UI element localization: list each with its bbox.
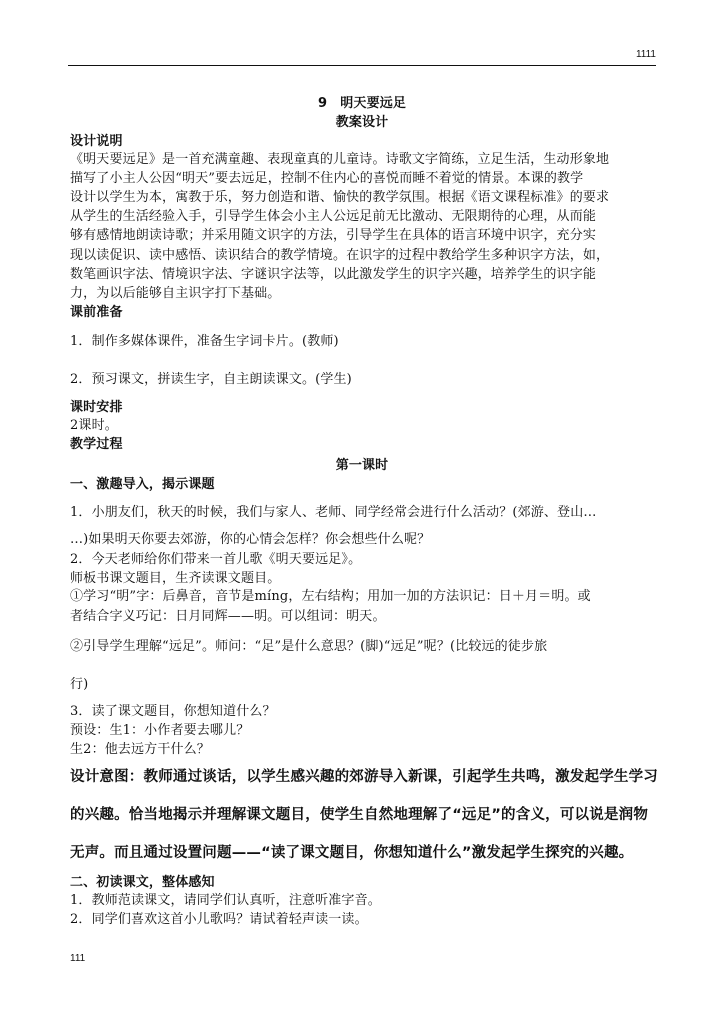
design-notes-line: 现以读促识、读中感悟、读识结合的教学情境。在识字的过程中教给学生多种识字方法，如，	[70, 248, 610, 263]
design-notes-line: 数笔画识字法、情境识字法、字谜识字法等，以此激发学生的识字兴趣，培养学生的识字能	[70, 267, 597, 282]
design-intent-line: 的兴趣。恰当地揭示并理解课文题目，使学生自然地理解了“远足”的含义，可以说是润物	[70, 807, 649, 823]
section1-line: 师板书课文题目，生齐读课文题目。	[70, 571, 281, 586]
design-notes-line: 设计以学生为本，寓教于乐，努力创造和谐、愉快的教学氛围。根据《语文课程标准》的要求	[70, 190, 610, 205]
lesson-title: 9 明天要远足	[317, 96, 407, 111]
section2-heading: 二、初读课文，整体感知	[70, 875, 215, 890]
schedule-text: 2课时。	[70, 418, 118, 433]
section1-line: 2．今天老师给你们带来一首儿歌《明天要远足》。	[70, 552, 362, 567]
section2-line: 1．教师范读课文，请同学们认真听，注意听准字音。	[70, 893, 381, 908]
section1-line: ①学习“明”字：后鼻音，音节是míng，左右结构；用加一加的方法识记：日＋月＝明。或	[70, 589, 591, 604]
preparation-item: 1．制作多媒体课件，准备生字词卡片。(教师)	[70, 334, 339, 349]
section1-heading: 一、激趣导入，揭示课题	[70, 477, 215, 492]
section1-line: 生2：他去远方干什么？	[70, 742, 210, 757]
design-intent-line: 设计意图：教师通过谈话，以学生感兴趣的郊游导入新课，引起学生共鸣，激发起学生学习	[70, 769, 658, 785]
preparation-item: 2．预习课文，拼读生字，自主朗读课文。(学生)	[70, 372, 352, 387]
section2-line: 2．同学们喜欢这首小儿歌吗？请试着轻声读一读。	[70, 912, 368, 927]
section1-line: 行)	[70, 677, 89, 692]
design-intent-line: 无声。而且通过设置问题——“读了课文题目，你想知道什么”激发起学生探究的兴趣。	[70, 845, 634, 861]
header-page-number: 1111	[635, 49, 656, 60]
design-notes-line: 《明天要远足》是一首充满童趣、表现童真的儿童诗。诗歌文字简练，立足生活，生动形象地	[70, 152, 610, 167]
preparation-heading: 课前准备	[70, 305, 123, 320]
section1-line: 3．读了课文题目，你想知道什么？	[70, 704, 276, 719]
design-notes-line: 力，为以后能够自主识字打下基础。	[70, 286, 281, 301]
section1-line: 预设：生1：小作者要去哪儿？	[70, 723, 250, 738]
design-notes-line: 够有感情地朗读诗歌；并采用随文识字的方法，引导学生在具体的语言环境中识字，充分实	[70, 228, 597, 243]
design-notes-line: 从学生的生活经验入手，引导学生体会小主人公远足前无比激动、无限期待的心理，从而能	[70, 209, 597, 224]
design-notes-heading: 设计说明	[70, 134, 123, 149]
lesson-subtitle: 教案设计	[335, 115, 389, 130]
section1-line: …)如果明天你要去郊游，你的心情会怎样？你会想些什么呢？	[70, 532, 431, 547]
section1-line: 者结合字义巧记：日月同辉——明。可以组词：明天。	[70, 609, 386, 624]
first-period-title: 第一课时	[335, 458, 389, 473]
section1-line: ②引导学生理解“远足”。师问：“足”是什么意思？(脚)“远足”呢？(比较远的徒步旅	[70, 639, 548, 654]
schedule-heading: 课时安排	[70, 400, 123, 415]
section1-line: 1．小朋友们，秋天的时候，我们与家人、老师、同学经常会进行什么活动？(郊游、登山…	[70, 505, 597, 520]
header-rule	[68, 65, 656, 66]
process-heading: 教学过程	[70, 437, 123, 452]
design-notes-line: 描写了小主人公因“明天”要去远足，控制不住内心的喜悦而睡不着觉的情景。本课的教学	[70, 171, 584, 186]
footer-page-number: 111	[70, 953, 86, 964]
